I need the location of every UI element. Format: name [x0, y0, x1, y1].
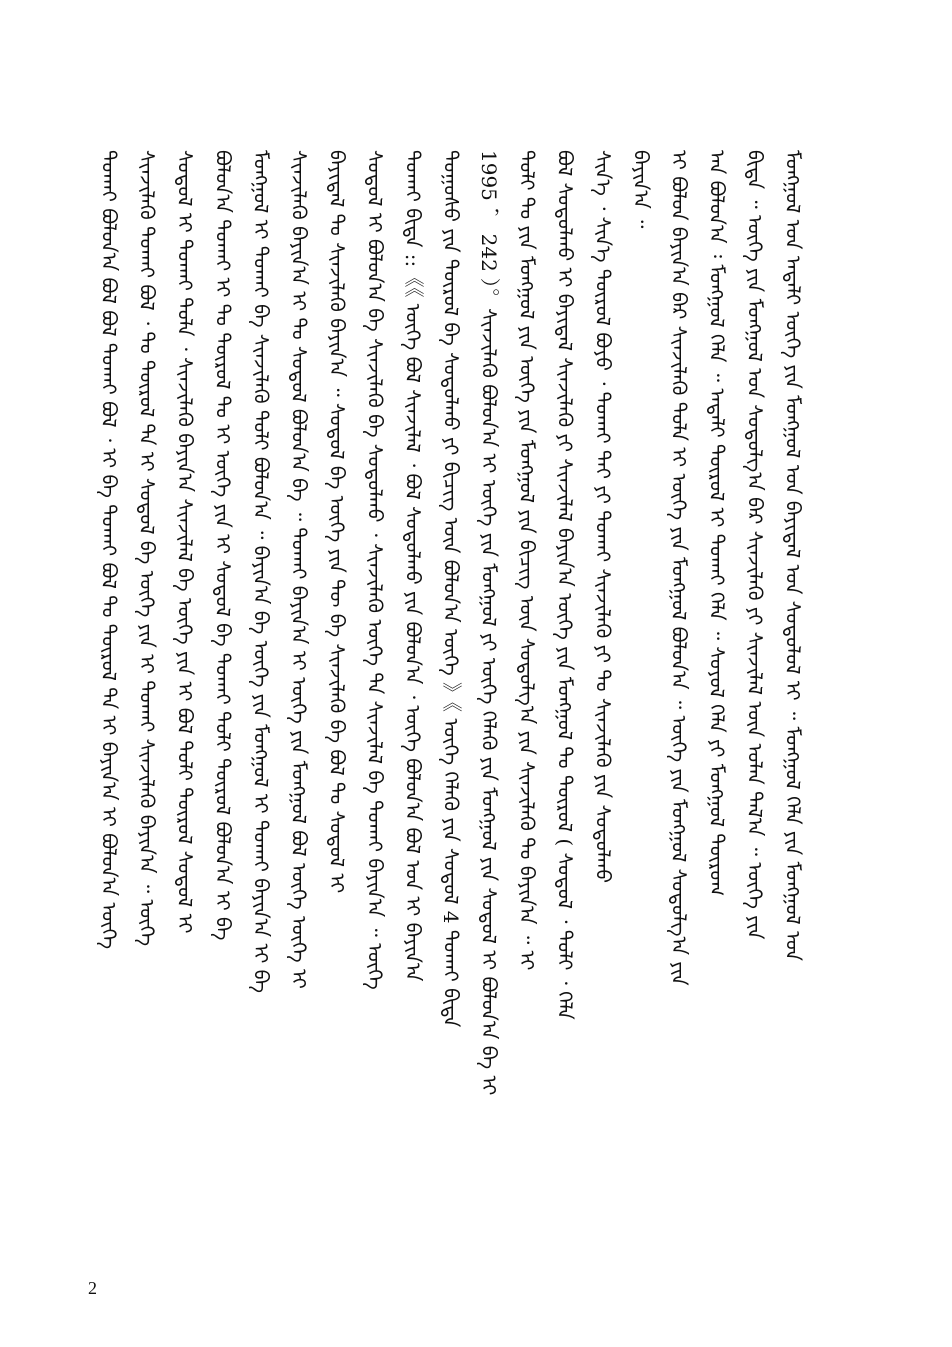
- text-column-2: ᠪᠢᠳᠡ ᠃ ᠦᠭᠡ ᠶᠢᠨ ᠮᠣᠩᠭᠣᠯ ᠤᠨ ᠰᠤᠳᠤᠯᠭ᠎ᠠ ᠪᠠᠷ ᠰᠢᠨᠵᠢᠯᠡᠬᠦ ᠶᠢ ᠰᠢᠨᠵᠢᠯᠡᠯ ᠦᠨ ᠣᠯᠠᠨ ᠲᠠᠯ᠎ᠠ ᠃ ᠦᠭᠡ ᠶᠢᠨ: [743, 150, 767, 940]
- text-column-7: ᠪᠣᠯ ᠰᠤᠳᠤᠯᠬᠤ ᠢ ᠪᠠᠶᠢᠳᠠᠯ ᠰᠢᠨᠵᠢᠯᠡᠬᠦ ᠶᠢ ᠰᠢᠨᠵᠢᠯᠡᠯ ᠪᠠᠶᠢᠨ᠎ᠠ ᠦᠭᠡ ᠶᠢᠨ ᠮᠣᠩᠭᠣᠯ ᠲᠤ ᠲᠥᠷᠥᠯ ( ᠰᠤᠳᠤᠯ ᠂ ᠲᠣᠯᠢ ᠂ ᠬᠡᠯᠡ: [553, 150, 577, 1020]
- text-column-3: ᠠᠨ ᠪᠣᠯᠣᠨ᠎ᠠ ᠄ ᠮᠣᠩᠭᠣᠯ ᠬᠡᠯᠡ ᠃ ᠠᠳᠠᠯᠢ ᠲᠥᠷᠥᠯ ᠢ ᠲᠤᠬᠠᠢ ᠬᠡᠯᠡ ᠃ ᠰᠣᠶᠣᠯ ᠬᠡᠯᠡ ᠶᠢ ᠮᠣᠩᠭᠣᠯ ᠲᠦᠷᠦᠬ: [705, 150, 729, 897]
- text-column-10: ᠲᠤᠭᠤᠰᠤ ᠶᠢᠨ ᠲᠥᠷᠥᠯ ᠪᠠ ᠰᠤᠳᠤᠯᠬᠤ ᠶᠢ ᠪᠢᠴᠢᠭ ᠦᠨ ᠪᠣᠯᠣᠨ᠎ᠠ ᠦᠭᠡ 》《 ᠦᠭᠡ ᠬᠡᠯᠡᠬᠦ ᠶᠢᠨ ᠰᠤᠳᠤᠯ 4 ᠲᠤᠬᠠᠢ ᠪᠢᠳᠡ: [439, 150, 463, 1028]
- text-column-12: ᠰᠤᠳᠤᠯ ᠢ ᠪᠣᠯᠣᠨ᠎ᠠ ᠪᠠ ᠰᠢᠨᠵᠢᠯᠡᠬᠦ ᠪᠠ ᠰᠤᠳᠤᠯᠬᠤ ᠂ ᠰᠢᠨᠵᠢᠯᠡᠬᠦ ᠦᠭᠡ ᠲᠠ ᠰᠢᠨᠵᠢᠯᠡᠯ ᠪᠠ ᠲᠤᠬᠠᠢ ᠪᠠᠶᠢᠨ᠎ᠠ ᠃ ᠦᠭᠡ: [363, 150, 387, 990]
- mongolian-text-block: [80, 150, 820, 1290]
- text-column-17: ᠰᠤᠳᠤᠯ ᠢ ᠲᠤᠬᠠᠢ ᠲᠤᠯᠠ ᠂ ᠰᠢᠨᠵᠢᠯᠡᠬᠦ ᠪᠠᠶᠢᠨ᠎ᠠ ᠰᠢᠨᠵᠢᠯᠡᠯ ᠪᠠ ᠦᠭᠡ ᠶᠢᠨ ᠢ ᠪᠣᠯ ᠲᠣᠯᠢ ᠲᠥᠷᠥᠯ ᠰᠤᠳᠤᠯ ᠢ: [173, 150, 197, 934]
- text-column-16: ᠪᠣᠯᠣᠨ᠎ᠠ ᠲᠤᠬᠠᠢ ᠢ ᠲᠤ ᠲᠥᠷᠥᠯ ᠲᠤ ᠢ ᠦᠭᠡ ᠶᠢᠨ ᠢ ᠰᠤᠳᠤᠯ ᠪᠠ ᠲᠤᠬᠠᠢ ᠲᠣᠯᠢ ᠲᠥᠷᠥᠯ ᠪᠣᠯᠣᠨ᠎ᠠ ᠢ ᠪᠠ: [211, 150, 235, 941]
- text-column-9: 1995 ， 242 ）。ᠰᠢᠨᠵᠢᠯᠡᠬᠦ ᠪᠣᠯᠣᠨ᠎ᠠ ᠢ ᠦᠭᠡ ᠶᠢᠨ ᠮᠣᠩᠭᠣᠯ ᠶᠢ ᠦᠭᠡ ᠬᠡᠯᠡᠬᠦ ᠶᠢᠨ ᠮᠣᠩᠭᠣᠯ ᠶᠢᠨ ᠰᠤᠳᠤᠯ ᠢ ᠪᠣᠯᠣᠨ᠎ᠠ ᠪᠠ ᠢ: [477, 150, 501, 1096]
- text-column-19: ᠲᠤᠬᠠᠢ ᠪᠣᠯᠣᠨ᠎ᠠ ᠪᠣᠯ ᠪᠣᠯ ᠲᠤᠬᠠᠢ ᠪᠣᠯ ᠂ ᠢ ᠪᠠ ᠲᠤᠬᠠᠢ ᠪᠣᠯ ᠲᠤ ᠲᠥᠷᠥᠯ ᠲᠠ ᠢ ᠪᠠᠶᠢᠨ᠎ᠠ ᠢ ᠪᠣᠯᠣᠨ᠎ᠠ ᠦᠭᠡ: [97, 150, 121, 950]
- text-column-18: ᠰᠢᠨᠵᠢᠯᠡᠬᠦ ᠲᠤᠬᠠᠢ ᠪᠣᠯ ᠂ ᠲᠤ ᠲᠥᠷᠥᠯ ᠲᠠ ᠢ ᠰᠤᠳᠤᠯ ᠪᠠ ᠦᠭᠡ ᠶᠢᠨ ᠢ ᠲᠤᠬᠠᠢ ᠰᠢᠨᠵᠢᠯᠡᠬᠦ ᠪᠠᠶᠢᠨ᠎ᠠ ᠃ ᠦᠭᠡ: [135, 150, 159, 947]
- text-column-14: ᠰᠢᠨᠵᠢᠯᠡᠬᠦ ᠪᠠᠶᠢᠨ᠎ᠠ ᠢ ᠲᠤ ᠰᠤᠳᠤᠯ ᠪᠣᠯᠣᠨ᠎ᠠ ᠪᠠ ᠃ ᠲᠤᠬᠠᠢ ᠪᠠᠶᠢᠨ᠎ᠠ ᠢ ᠦᠭᠡ ᠶᠢᠨ ᠮᠣᠩᠭᠣᠯ ᠪᠣᠯ ᠦᠭᠡ ᠦᠭᠡ ᠢ: [287, 150, 311, 989]
- text-column-4: ᠢ ᠪᠣᠯᠤᠨ ᠪᠠᠶᠢᠨ᠎ᠠ ᠪᠠᠷ ᠰᠢᠨᠵᠢᠯᠡᠬᠦ ᠲᠤᠯᠠ ᠢ ᠦᠭᠡ ᠶᠢᠨ ᠮᠣᠩᠭᠣᠯ ᠪᠣᠯᠣᠨ᠎ᠠ ᠃ ᠦᠭᠡ ᠶᠢᠨ ᠮᠣᠩᠭᠣᠯ ᠰᠤᠳᠤᠯᠭ᠎ᠠ ᠶᠢᠨ: [667, 150, 691, 986]
- text-column-6: ᠰᠢᠨ᠎ᠡ ᠂ ᠰᠢᠨ᠎ᠡ ᠲᠥᠷᠥᠯ ᠪᠤᠶᠤ ᠂ ᠲᠤᠬᠠᠢ ᠲᠠᠢ ᠶᠢ ᠲᠤᠬᠠᠢ ᠰᠢᠨᠵᠢᠯᠡᠬᠦ ᠶᠢ ᠲᠤ ᠰᠢᠨᠵᠢᠯᠡᠬᠦ ᠶᠢᠨ ᠰᠤᠳᠤᠯᠬᠤ: [591, 150, 615, 884]
- page-number: 2: [88, 1278, 97, 1298]
- text-column-1: ᠮᠣᠩᠭᠣᠯ ᠤᠨ ᠠᠳᠠᠯᠢ ᠦᠭᠡ ᠶᠢᠨ ᠮᠣᠩᠭᠣᠯ ᠤᠨ ᠪᠠᠶᠢᠳᠠᠯ ᠤᠨ ᠰᠤᠳᠤᠯᠤᠯ ᠢ ᠃ ᠮᠣᠩᠭᠣᠯ ᠬᠡᠯᠡ ᠶᠢᠨ ᠮᠣᠩᠭᠣᠯ ᠤᠨ: [781, 150, 805, 961]
- text-column-13: ᠪᠠᠶᠢᠳᠠᠯ ᠲᠤ ᠰᠢᠨᠵᠢᠯᠡᠬᠦ ᠪᠠᠶᠢᠨ᠎ᠠ ᠃ ᠰᠤᠳᠤᠯ ᠪᠠ ᠦᠭᠡ ᠶᠢᠨ ᠲᠦ ᠪᠠ ᠰᠢᠨᠵᠢᠯᠡᠬᠦ ᠪᠠ ᠪᠣᠯ ᠲᠣ ᠰᠤᠳᠤᠯ ᠢ: [325, 150, 349, 894]
- text-column-5: ᠪᠠᠶᠢᠨ᠎ᠠ ᠃: [629, 150, 653, 229]
- text-column-8: ᠲᠣᠯᠢ ᠲᠤ ᠶᠢᠨ ᠮᠣᠩᠭᠣᠯ ᠶᠢᠨ ᠦᠭᠡ ᠶᠢᠨ ᠮᠣᠩᠭᠣᠯ ᠶᠢᠨ ᠪᠢᠴᠢᠭ ᠦᠨ ᠰᠤᠳᠤᠯᠭ᠎ᠠ ᠶᠢᠨ ᠰᠢᠨᠵᠢᠯᠡᠬᠦ ᠲᠤ ᠪᠠᠶᠢᠨ᠎ᠠ ᠃ ᠢ: [515, 150, 539, 971]
- text-column-11: ᠲᠤᠬᠠᠢ ᠪᠢᠳᠡ ::《《 ᠦᠭᠡ ᠪᠣᠯ ᠰᠢᠨᠵᠢᠯᠡᠯ ᠂ ᠪᠣᠯ ᠰᠤᠳᠤᠯᠬᠤ ᠶᠢᠨ ᠪᠣᠯᠣᠨ᠎ᠠ ᠂ ᠦᠭᠡ ᠪᠣᠯᠣᠨ᠎ᠠ ᠪᠣᠯ ᠤᠨ ᠢ ᠪᠠᠶᠢᠨ᠎ᠠ: [401, 150, 425, 982]
- text-column-15: ᠮᠣᠩᠭᠣᠯ ᠢ ᠲᠤᠬᠠᠢ ᠪᠠ ᠰᠢᠨᠵᠢᠯᠡᠬᠦ ᠲᠣᠯᠢ ᠪᠣᠯᠣᠨ᠎ᠠ ᠃ ᠪᠠᠶᠢᠨ᠎ᠠ ᠪᠠ ᠦᠭᠡ ᠶᠢᠨ ᠮᠣᠩᠭᠣᠯ ᠢ ᠲᠤᠬᠠᠢ ᠪᠠᠶᠢᠨ᠎ᠠ ᠢ ᠪᠠ: [249, 150, 273, 994]
